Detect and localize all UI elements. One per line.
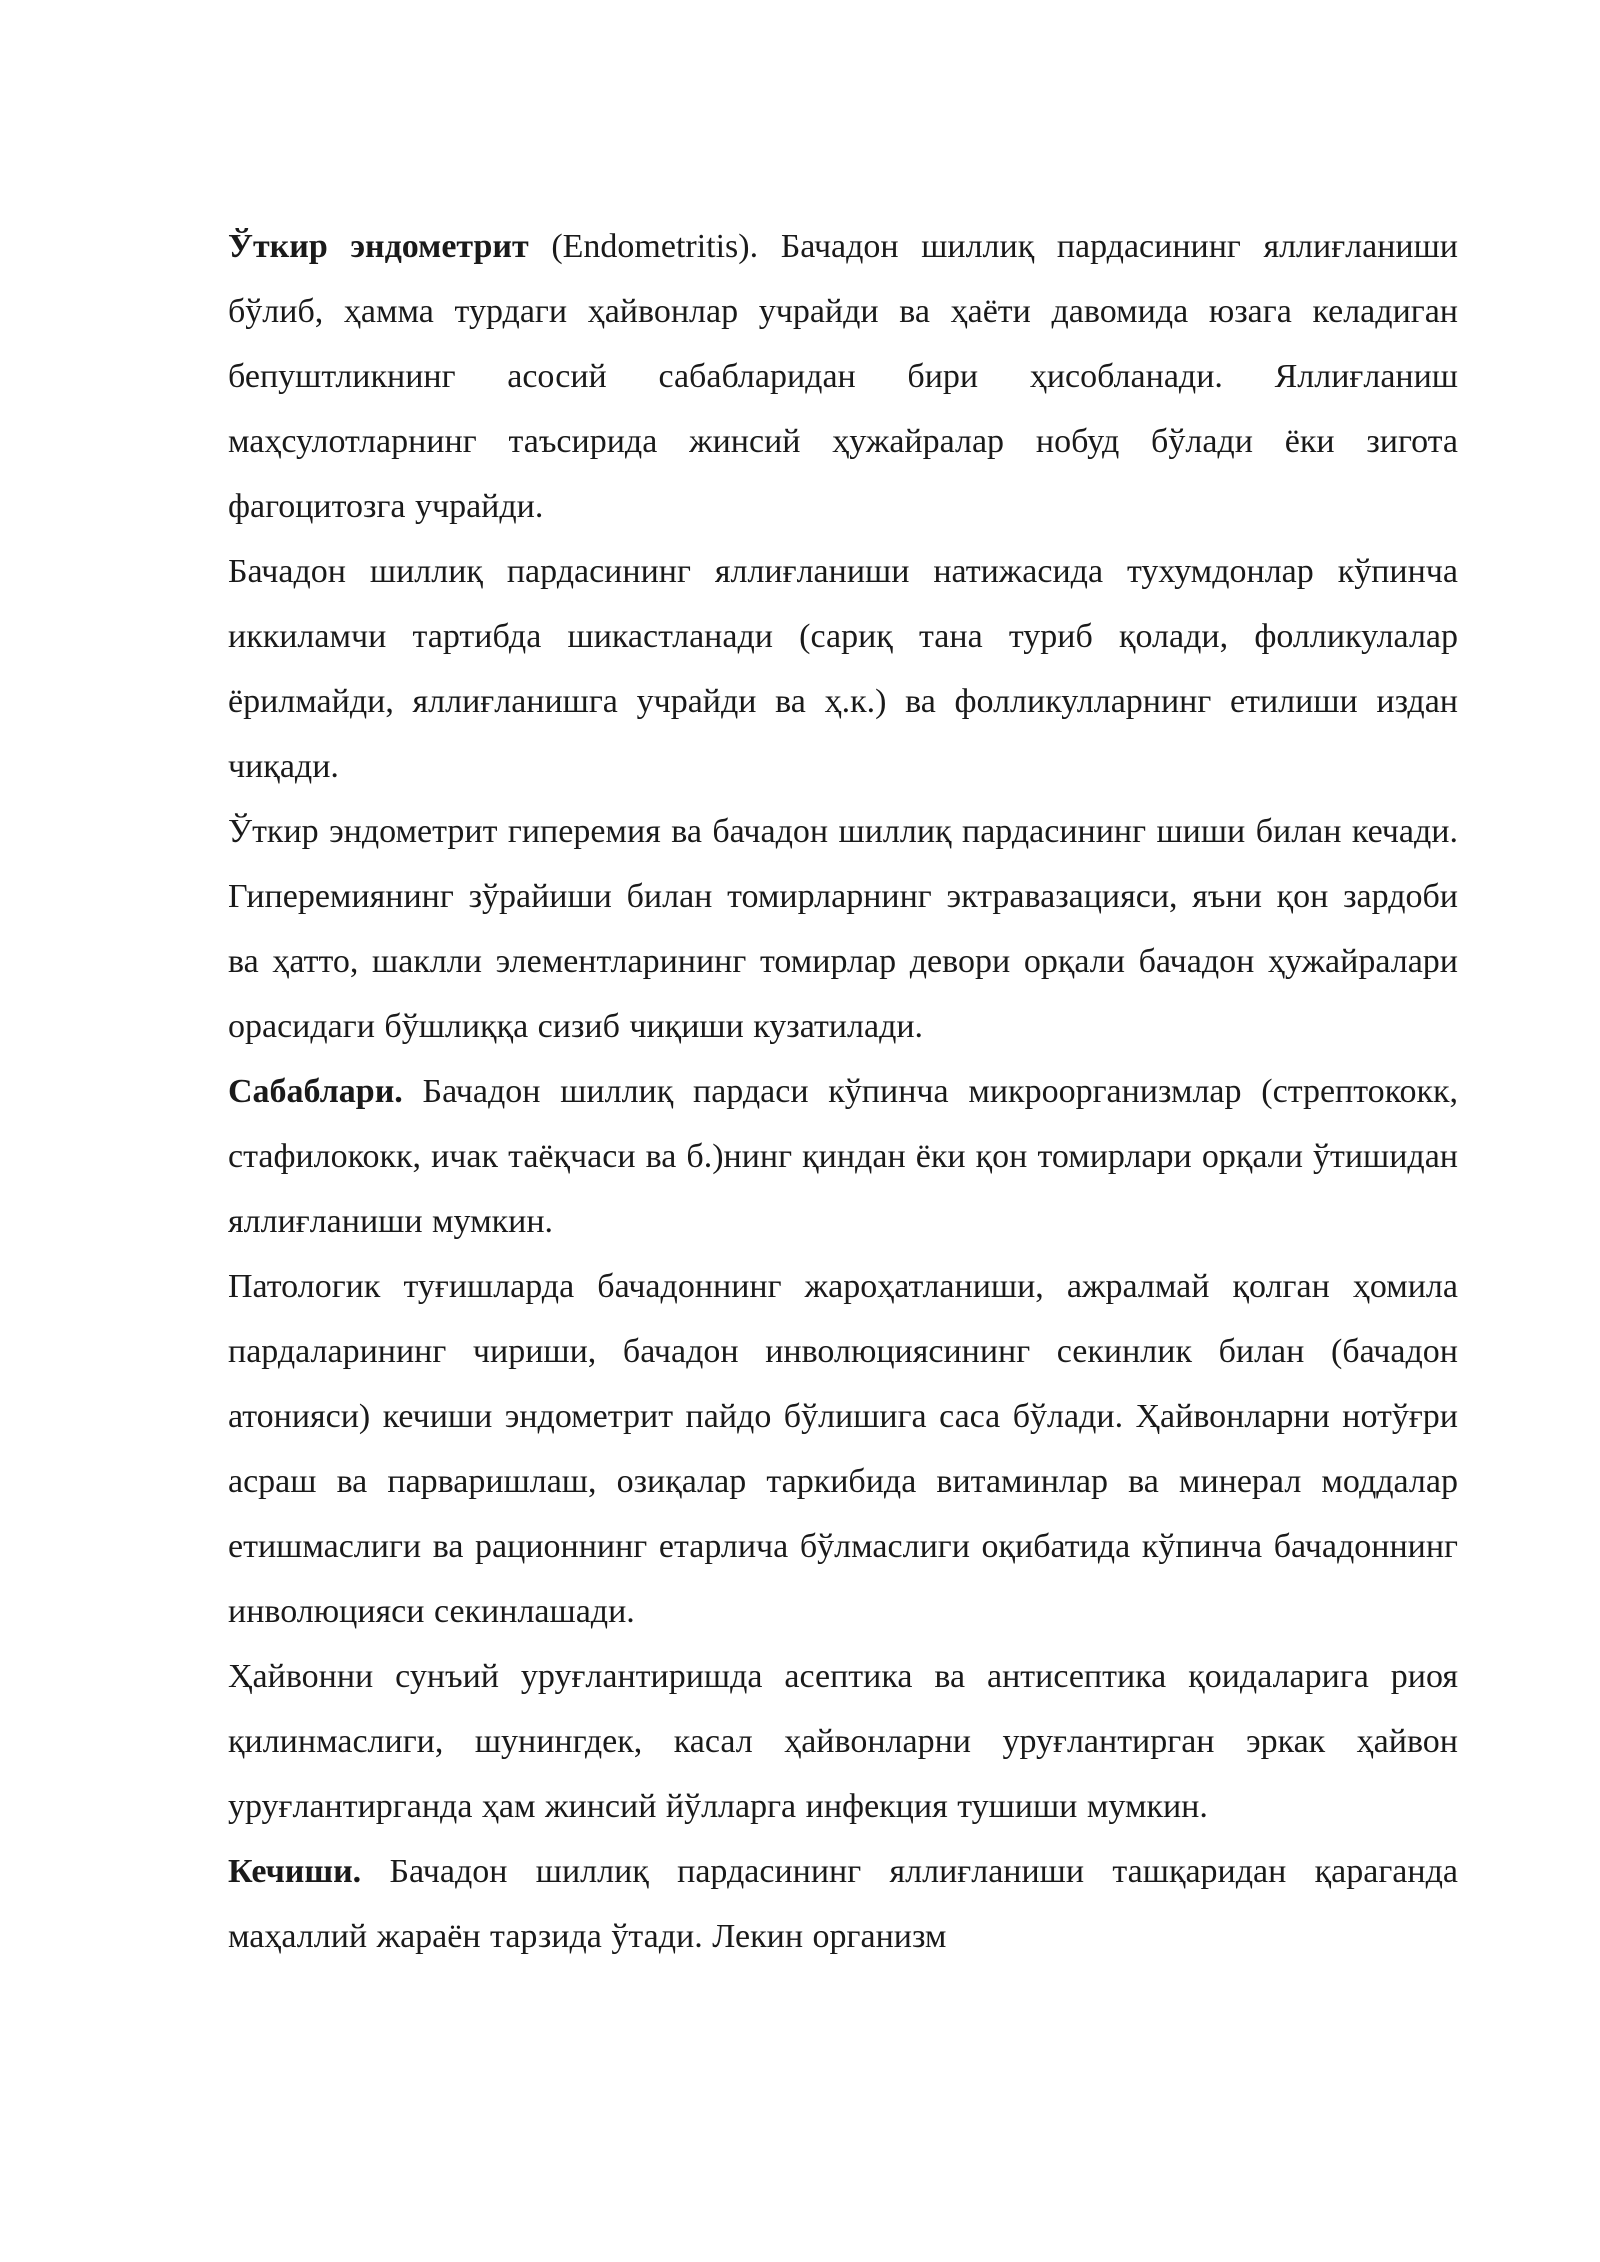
paragraph-text: (Endometritis). Бачадон шиллиқ пардасининг яллиғланиши бўлиб, ҳамма турдаги ҳайвонлар учрайди ва ҳаёти давомида юзага келадиган бепуштликнинг асосий сабабларидан бири ҳисобланади. Яллиғланиш маҳсулотларнинг таъсирида жинсий ҳужайралар нобуд бўлади ёки зигота фагоцитозга учрайди.	[228, 228, 1458, 525]
paragraph-acute-endometritis	[228, 214, 1458, 539]
paragraph-causes	[228, 1059, 1458, 1254]
paragraph-text: Ҳайвонни сунъий уруғлантиришда асептика ва антисептика қоидаларига риоя қилинмаслиги, шунингдек, касал ҳайвонларни уруғлантирган эркак ҳайвон уруғлантирганда ҳам жинсий йўлларга инфекция тушиши мумкин.	[228, 1658, 1458, 1825]
heading-course: Кечиши.	[228, 1853, 362, 1890]
paragraph-hyperemia	[228, 799, 1458, 1059]
heading-causes: Сабаблари.	[228, 1073, 403, 1110]
heading-acute-endometritis: Ўткир эндометрит	[228, 228, 529, 265]
paragraph-text: Бачадон шиллиқ пардасининг яллиғланиши ташқаридан қараганда маҳаллий жараён тарзида ўтади. Лекин организм	[228, 1853, 1458, 1955]
paragraph-text: Патологик туғишларда бачадоннинг жароҳатланиши, ажралмай қолган ҳомила пардаларининг чириши, бачадон инволюциясининг секинлик билан (бачадон атонияси) кечиши эндометрит пайдо бўлишига саса бўлади. Ҳайвонларни нотўғри асраш ва парваришлаш, озиқалар таркибида витаминлар ва минерал моддалар етишмаслиги ва рационнинг етарлича бўлмаслиги оқибатида кўпинча бачадоннинг инволюцияси секинлашади.	[228, 1268, 1458, 1630]
paragraph-text: Бачадон шиллиқ пардаси кўпинча микроорганизмлар (стрептококк, стафилококк, ичак таёқчаси ва б.)нинг қиндан ёки қон томирлари орқали ўтишидан яллиғланиши мумкин.	[228, 1073, 1458, 1240]
paragraph-text: Ўткир эндометрит гиперемия ва бачадон шиллиқ пардасининг шиши билан кечади. Гиперемиянинг зўрайиши билан томирларнинг эктравазацияси, яъни қон зардоби ва ҳатто, шаклли элементларининг томирлар девори орқали бачадон ҳужайралари орасидаги бўшлиққа сизиб чиқиши кузатилади.	[228, 813, 1458, 1045]
paragraph-pathological-births	[228, 1254, 1458, 1644]
paragraph-ovary-damage	[228, 539, 1458, 799]
paragraph-course	[228, 1839, 1458, 1969]
paragraph-artificial-insemination	[228, 1644, 1458, 1839]
body-text	[228, 214, 1458, 1969]
paragraph-text: Бачадон шиллиқ пардасининг яллиғланиши натижасида тухумдонлар кўпинча иккиламчи тартибда шикастланади (сариқ тана туриб қолади, фолликулалар ёрилмайди, яллиғланишга учрайди ва ҳ.к.) ва фолликулларнинг етилиши издан чиқади.	[228, 553, 1458, 785]
